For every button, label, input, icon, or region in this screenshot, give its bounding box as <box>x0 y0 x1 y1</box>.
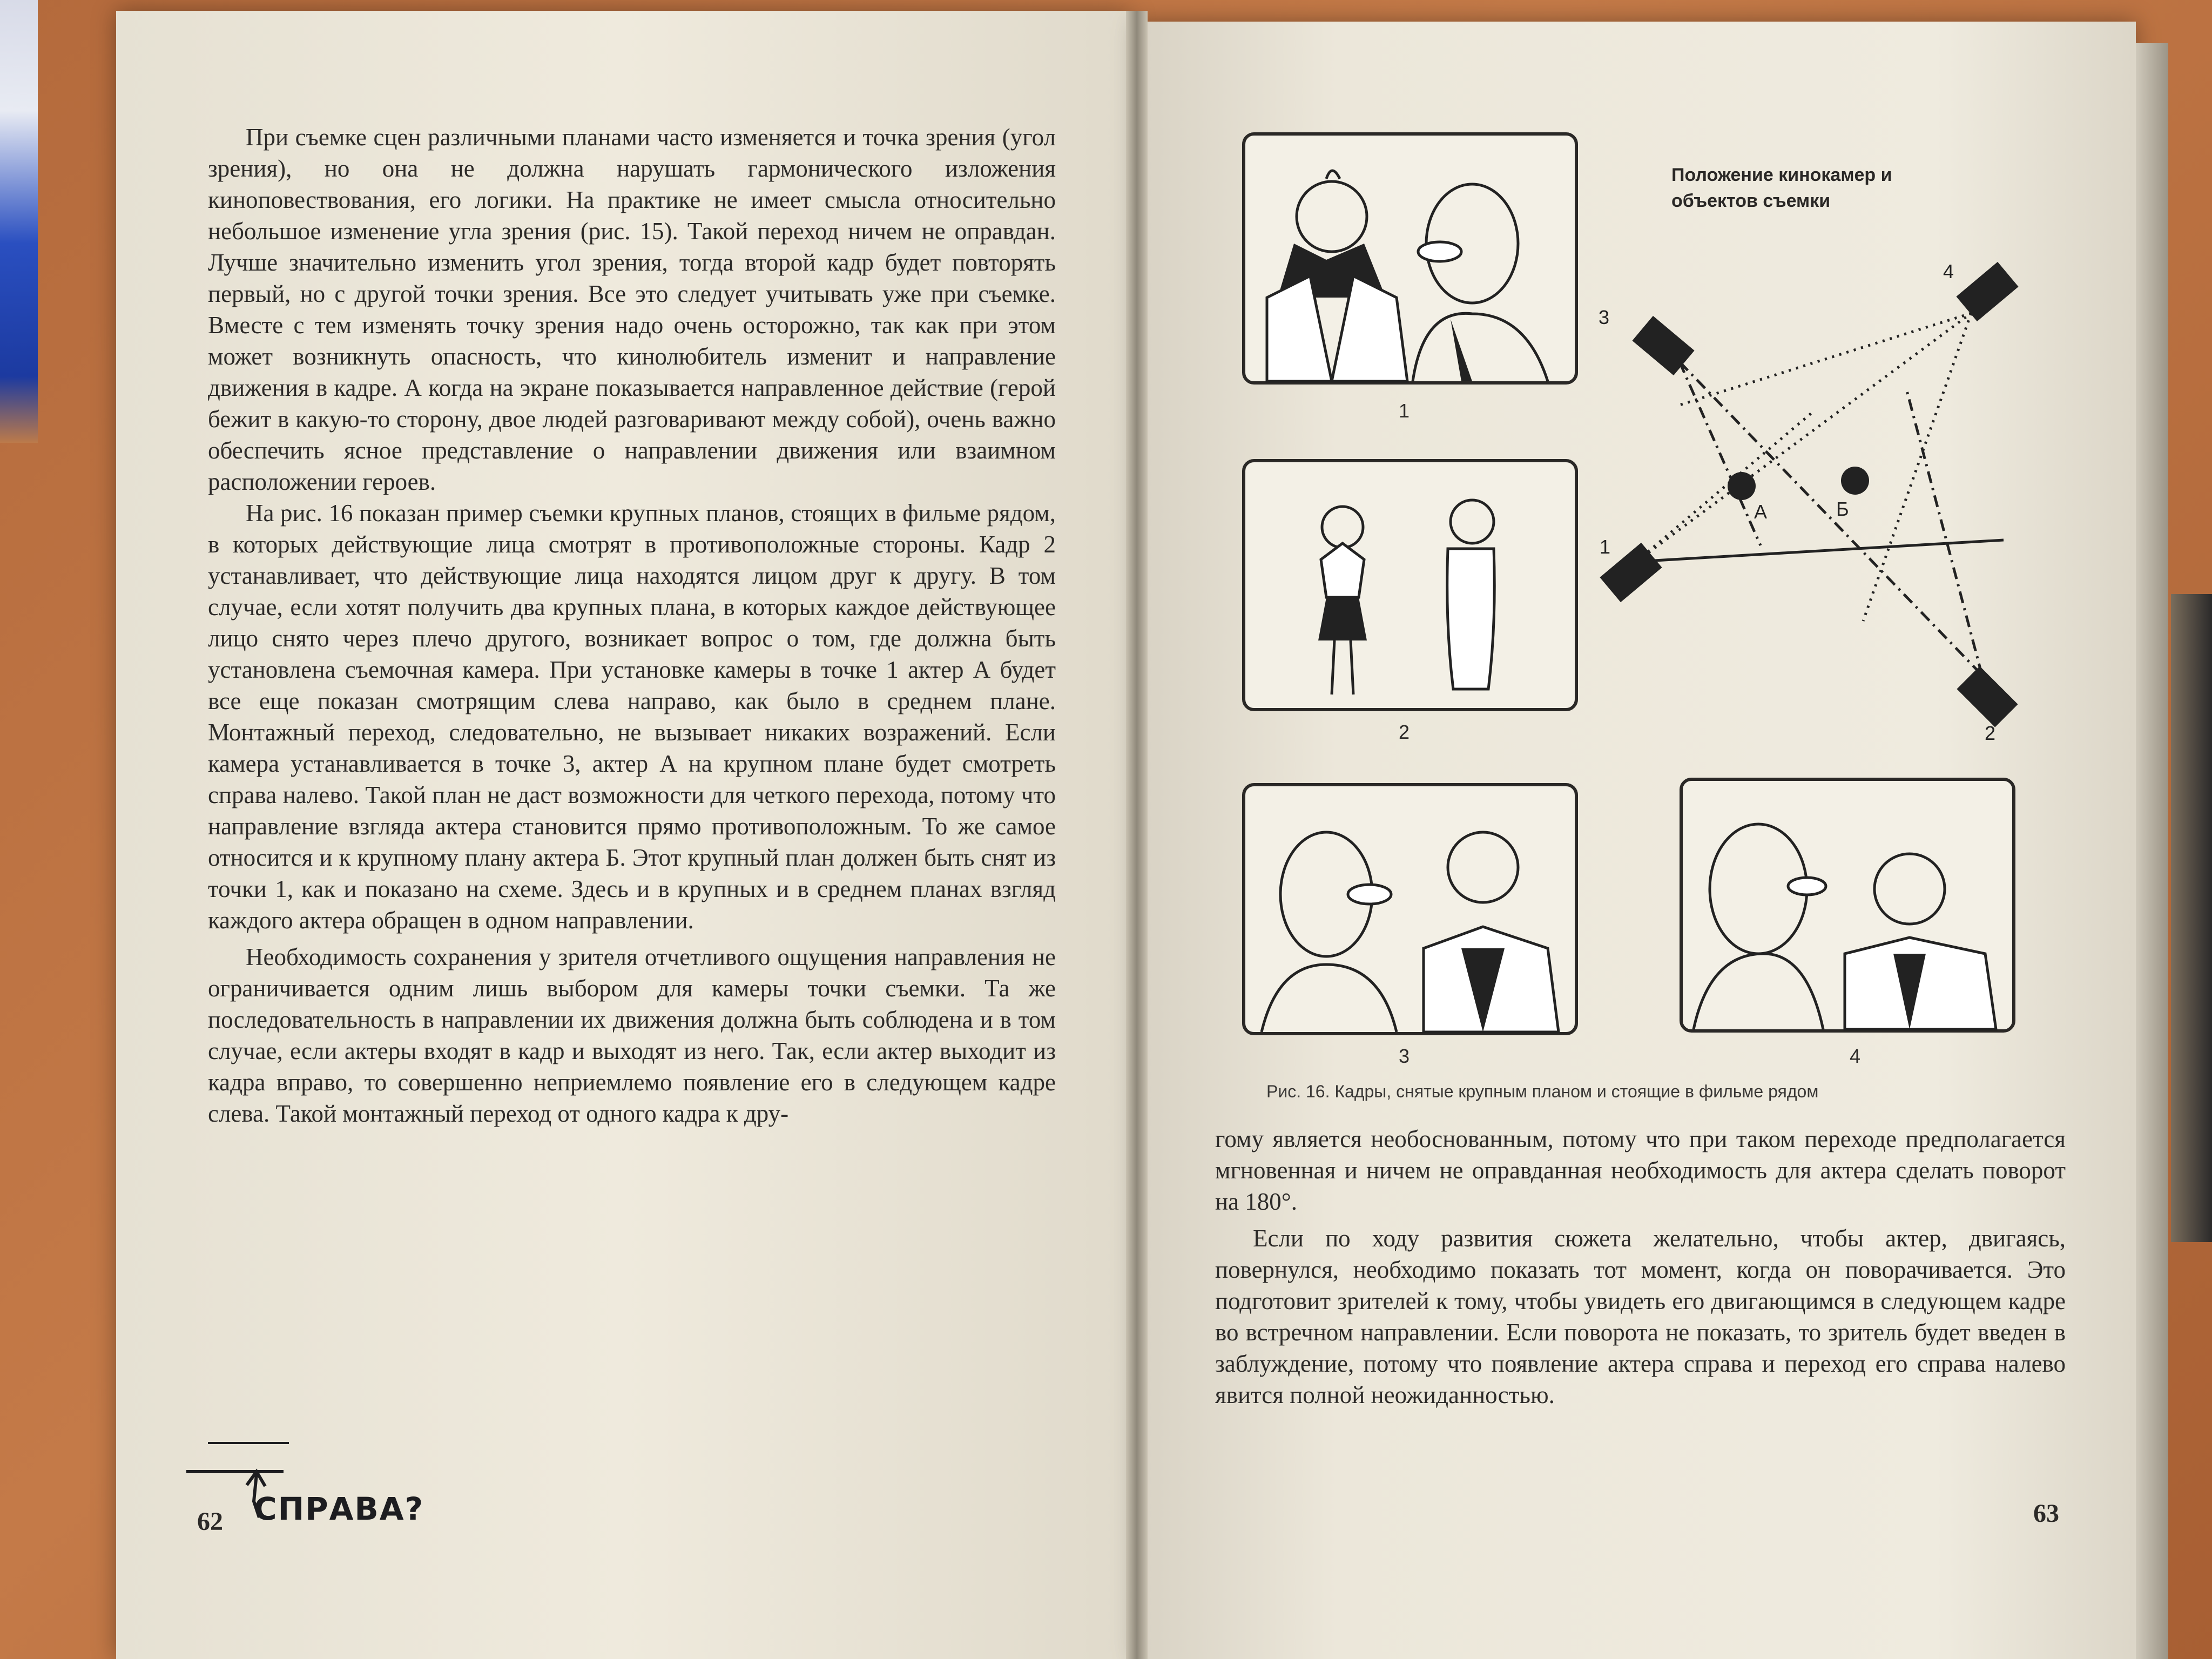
film-frame-3 <box>1242 783 1578 1035</box>
camera-3-label: 3 <box>1599 306 1610 328</box>
camera-2-label: 2 <box>1985 722 1996 744</box>
page-number-right: 63 <box>2033 1499 2059 1528</box>
camera-position-diagram <box>1582 254 2025 744</box>
frame-3-label: 3 <box>1399 1045 1410 1067</box>
film-frame-1 <box>1242 132 1578 385</box>
figure-caption: Рис. 16. Кадры, снятые крупным планом и стоящие в фильме рядом <box>1266 1082 1819 1101</box>
left-paragraph-3: Необходимость сохранения у зрителя отчетливого ощущения направления не ограничивается одним лишь выбором для камеры точки съемки. Та же последовательность в направлении их движения должна быть соблюдена и в том случае, если актеры входят в кадр и выходят из него. Так, если актер выходит из кадра вправо, то совершенно неприемлемо появление его в следующем кадре слева. Такой монтажный переход от одного кадра к дру- <box>208 943 1056 1127</box>
camera-1-label: 1 <box>1600 536 1611 558</box>
book-gutter <box>1126 11 1148 1659</box>
handwritten-underline <box>208 1442 289 1444</box>
frame-4-illustration <box>1683 781 2012 1029</box>
dark-corner-edge <box>2171 594 2212 1242</box>
left-page-text <box>208 122 1056 1129</box>
subject-b-label: Б <box>1836 498 1849 520</box>
frame-2-illustration <box>1245 462 1575 708</box>
camera-4-icon <box>1956 262 2018 321</box>
subject-a-label: А <box>1754 501 1768 523</box>
right-page-text <box>1215 1123 2066 1411</box>
frame-4-label: 4 <box>1850 1045 1861 1067</box>
camera-2-icon <box>1957 666 2018 727</box>
subject-a-marker <box>1728 472 1756 500</box>
film-frame-2 <box>1242 459 1578 711</box>
frame-3-illustration <box>1245 786 1575 1032</box>
page-stack-edge <box>2136 43 2168 1659</box>
film-frame-4 <box>1680 778 2015 1033</box>
right-paragraph-2: Если по ходу развития сюжета желательно, чтобы актер, двигаясь, повернулся, необходимо показать тот момент, когда он поворачивается. Это подготовит зрителей к тому, чтобы увидеть его двигающимся в следующем кадре во встречном направлении. Если поворота не показать, то зритель будет введен в заблуждение, потому что появление актера справа и переход его справа налево явится полной неожиданностью. <box>1215 1225 2066 1408</box>
subject-b-marker <box>1841 467 1869 495</box>
diagram-title: Положение кинокамер и объектов съемки <box>1671 165 1892 211</box>
left-paragraph-1: При съемке сцен различными планами часто изменяется и точка зрения (угол зрения), но она не должна нарушать гармонического изложения киноповествования, его логики. На практике не имеет смысла относительно небольшое изменение угла зрения (рис. 15). Такой переход ничем не оправдан. Лучше значительно изменить угол зрения, тогда второй кадр будет повторять первый, но с другой точки зрения. Все это следует учитывать уже при съемке. Вместе с тем изменять точку зрения надо очень осторожно, так как при этом может возникнуть опасность, что кинолюбитель изменит и направление движения в кадре. А когда на экране показывается направленное действие (герой бежит в какую-то сторону, двое людей разговаривают между собой), очень важно обеспечить ясное представление о направлении движения или взаимном расположении героев. <box>208 124 1056 495</box>
blue-object-edge <box>0 0 38 443</box>
frame-1-illustration <box>1245 136 1575 381</box>
handwritten-note: СПРАВА? <box>254 1491 424 1527</box>
frame-1-label: 1 <box>1399 400 1410 422</box>
left-paragraph-2: На рис. 16 показан пример съемки крупных планов, стоящих в фильме рядом, в которых действующие лица смотрят в противоположные стороны. Кадр 2 устанавливает, что действующие лица находятся лицом друг к другу. В том случае, если хотят получить два крупных плана, в которых каждое действующее лицо снято через плечо другого, возникает вопрос о том, где должна быть установлена съемочная камера. При установке камеры в точке 1 актер А будет все еще показан смотрящим слева направо, как было в среднем плане. Монтажный переход, следовательно, не вызывает никаких возражений. Если камера устанавливается в точке 3, актер А на крупном плане будет смотреть справа налево. Такой план не даст возможности для четкого перехода, потому что направление взгляда актера становится прямо противоположным. То же самое относится и к крупному плану актера Б. Этот крупный план должен быть снят из точки 1, как и показано на схеме. Здесь и в крупных и в среднем планах взгляд каждого актера обращен в одном направлении. <box>208 500 1056 934</box>
page-number-left: 62 <box>197 1507 223 1536</box>
right-paragraph-1: гому является необоснованным, потому что при таком переходе предполагается мгновенная и ничем не оправданная необходимость для актера сделать поворот на 180°. <box>1215 1125 2066 1215</box>
frame-2-label: 2 <box>1399 721 1410 743</box>
camera-4-label: 4 <box>1943 260 1954 282</box>
